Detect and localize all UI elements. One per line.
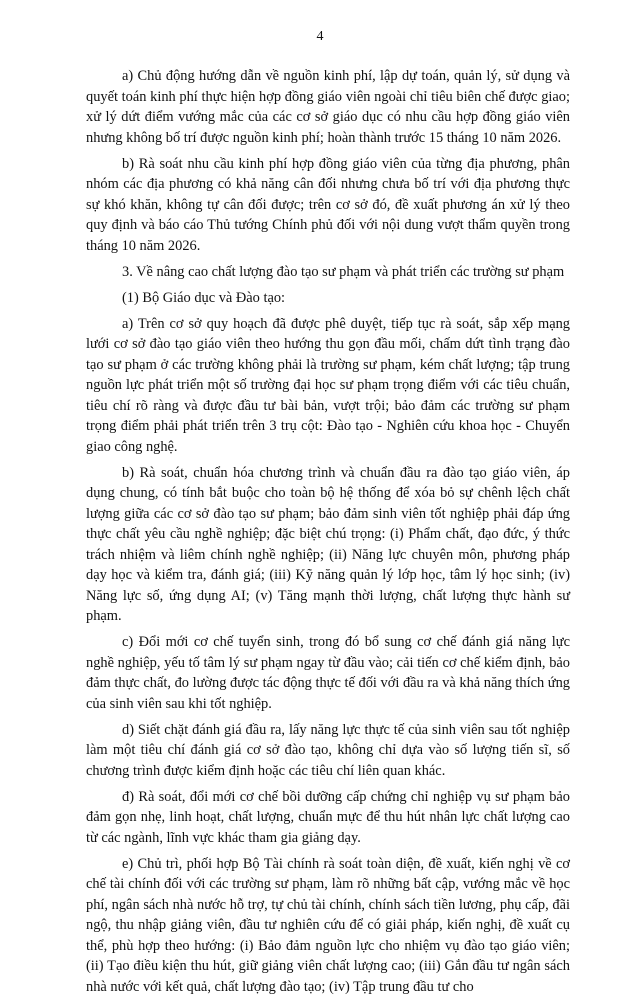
paragraph-e-financial-mechanism: e) Chủ trì, phối hợp Bộ Tài chính rà soát toàn diện, đề xuất, kiến nghị về cơ chế tài chính đối với các trường sư phạm, làm rõ những bất cập, vướng mắc về học phí, ngân sách nhà nước hỗ trợ, tự chủ tài chính, chính sách tiền lương, phụ cấp, đãi ngộ, thu nhập giảng viên, đầu tư nghiên cứu để có giải pháp, kiến nghị, đề xuất cụ thể, phù hợp theo hướng: (i) Bảo đảm nguồn lực cho nhiệm vụ đào tạo giáo viên; (ii) Tạo điều kiện thu hút, giữ giảng viên chất lượng cao; (iii) Gắn đầu tư ngân sách nhà nước với kết quả, chất lượng đào tạo; (iv) Tập trung đầu tư cho	[86, 855, 570, 995]
paragraph-b-review-funding-needs: b) Rà soát nhu cầu kinh phí hợp đồng giáo viên của từng địa phương, phân nhóm các địa phương có khả năng cân đối nhưng chưa bố trí với địa phương thực sự khó khăn, không tự cân đối được; trên cơ sở đó, đề xuất phương án xử lý theo quy định và báo cáo Thủ tướng Chính phủ đối với nội dung vượt thẩm quyền trong tháng 10 năm 2026.	[86, 155, 570, 254]
paragraph-c-admission-reform: c) Đổi mới cơ chế tuyển sinh, trong đó bổ sung cơ chế đánh giá năng lực nghề nghiệp, yếu tố tâm lý sư phạm ngay từ đầu vào; cải tiến cơ chế kiểm định, bảo đảm thực chất, đo lường được tác động thực tế đối với đầu ra và khả năng thích ứng của sinh viên sau khi tốt nghiệp.	[86, 634, 570, 712]
paragraph-b-curriculum-standardization: b) Rà soát, chuẩn hóa chương trình và chuẩn đầu ra đào tạo giáo viên, áp dụng chung, có tính bắt buộc cho toàn bộ hệ thống để xóa bỏ sự chênh lệch chất lượng giữa các cơ sở đào tạo sư phạm; bảo đảm sinh viên tốt nghiệp phải đáp ứng thực chất yêu cầu nghề nghiệp; đặc biệt chú trọng: (i) Phẩm chất, đạo đức, ý thức trách nhiệm và liêm chính nghề nghiệp; (ii) Năng lực chuyên môn, phương pháp dạy học và kiểm tra, đánh giá; (iii) Kỹ năng quản lý lớp học, tâm lý học sinh; (iv) Năng lực số, ứng dụng AI; (v) Tăng mạnh thời lượng, chất lượng thực hành sư phạm.	[86, 464, 570, 624]
paragraph-a-network-arrangement: a) Trên cơ sở quy hoạch đã được phê duyệt, tiếp tục rà soát, sắp xếp mạng lưới cơ sở đào tạo giáo viên theo hướng thu gọn đầu mối, chấm dứt tình trạng đào tạo sư phạm ở các trường không phải là trường sư phạm, kém chất lượng; tập trung nguồn lực phát triển một số trường đại học sư phạm trọng điểm với các tiêu chuẩn, tiêu chí rõ ràng và được đầu tư bài bản, vượt trội; bảo đảm các trường sư phạm trọng điểm phải phát triển trên 3 trụ cột: Đào tạo - Nghiên cứu khoa học - Chuyển giao công nghệ.	[86, 315, 570, 455]
page-number: 4	[316, 29, 324, 44]
paragraph-a-funding-guidance: a) Chủ động hướng dẫn về nguồn kinh phí, lập dự toán, quản lý, sử dụng và quyết toán kinh phí thực hiện hợp đồng giáo viên ngoài chỉ tiêu biên chế được giao; xử lý dứt điểm vướng mắc của các cơ sở giáo dục có nhu cầu hợp đồng giáo viên nhưng không bố trí được nguồn kinh phí; hoàn thành trước 15 tháng 10 năm 2026.	[86, 68, 570, 146]
section-heading-3: 3. Về nâng cao chất lượng đào tạo sư phạm và phát triển các trường sư phạm	[122, 263, 565, 280]
paragraph-d-output-evaluation: d) Siết chặt đánh giá đầu ra, lấy năng lực thực tế của sinh viên sau tốt nghiệp làm một tiêu chí đánh giá cơ sở đào tạo, không chỉ dựa vào số lượng tiến sĩ, số chương trình được kiểm định hoặc các tiêu chí liên quan khác.	[86, 721, 570, 779]
document-body	[86, 66, 570, 1003]
paragraph-dd-certificate-training: đ) Rà soát, đổi mới cơ chế bồi dưỡng cấp chứng chỉ nghiệp vụ sư phạm bảo đảm gọn nhẹ, linh hoạt, chất lượng, chuẩn mực để thu hút nhân lực chất lượng cao từ các ngành, lĩnh vực khác tham gia giảng dạy.	[86, 788, 570, 846]
subsection-heading-1: (1) Bộ Giáo dục và Đào tạo:	[122, 289, 286, 306]
